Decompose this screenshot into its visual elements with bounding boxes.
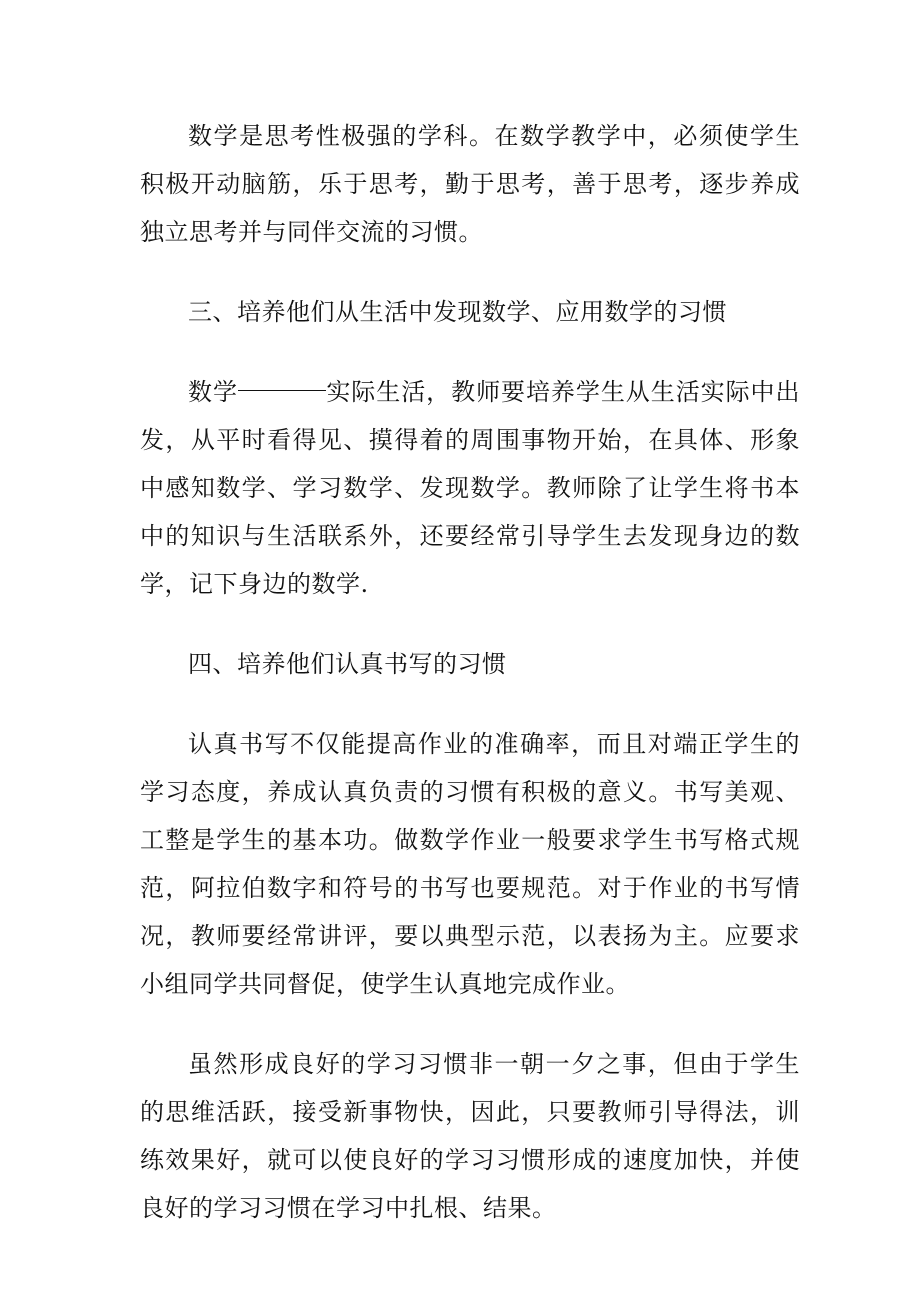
- paragraph-gap: [140, 336, 800, 368]
- paragraph-gap: [140, 256, 800, 288]
- document-body: [140, 112, 800, 1232]
- paragraph-gap: [140, 608, 800, 640]
- section-heading-3: 三、培养他们从生活中发现数学、应用数学的习惯: [188, 298, 727, 326]
- paragraph-gap: [140, 688, 800, 720]
- paragraph-life-math: [140, 368, 800, 608]
- paragraph-life-math-lead: 数学: [188, 378, 238, 406]
- section-heading-4: 四、培养他们认真书写的习惯: [188, 650, 507, 678]
- fill-in-blank-text: [238, 400, 246, 401]
- paragraph-gap: [140, 1008, 800, 1040]
- paragraph-conclusion: 虽然形成良好的学习习惯非一朝一夕之事，但由于学生的思维活跃，接受新事物快，因此，只要教师引导得法，训练效果好，就可以使良好的学习习惯形成的速度加快，并使良好的学习习惯在学习中扎根、结果。: [140, 1050, 800, 1222]
- paragraph-writing-habit: 认真书写不仅能提高作业的准确率，而且对端正学生的学习态度，养成认真负责的习惯有积极的意义。书写美观、工整是学生的基本功。做数学作业一般要求学生书写格式规范，阿拉伯数字和符号的书写也要规范。对于作业的书写情况，教师要经常讲评，要以典型示范，以表扬为主。应要求小组同学共同督促，使学生认真地完成作业。: [140, 730, 800, 998]
- fill-in-blank: [238, 368, 326, 391]
- paragraph-thinking-habit: 数学是思考性极强的学科。在数学教学中，必须使学生积极开动脑筋，乐于思考，勤于思考，善于思考，逐步养成独立思考并与同伴交流的习惯。: [140, 122, 800, 246]
- paragraph-life-math-rest: 实际生活，教师要培养学生从生活实际中出发，从平时看得见、摸得着的周围事物开始，在具体、形象中感知数学、学习数学、发现数学。教师除了让学生将书本中的知识与生活联系外，还要经常引导学生去发现身边的数学，记下身边的数学.: [140, 378, 801, 598]
